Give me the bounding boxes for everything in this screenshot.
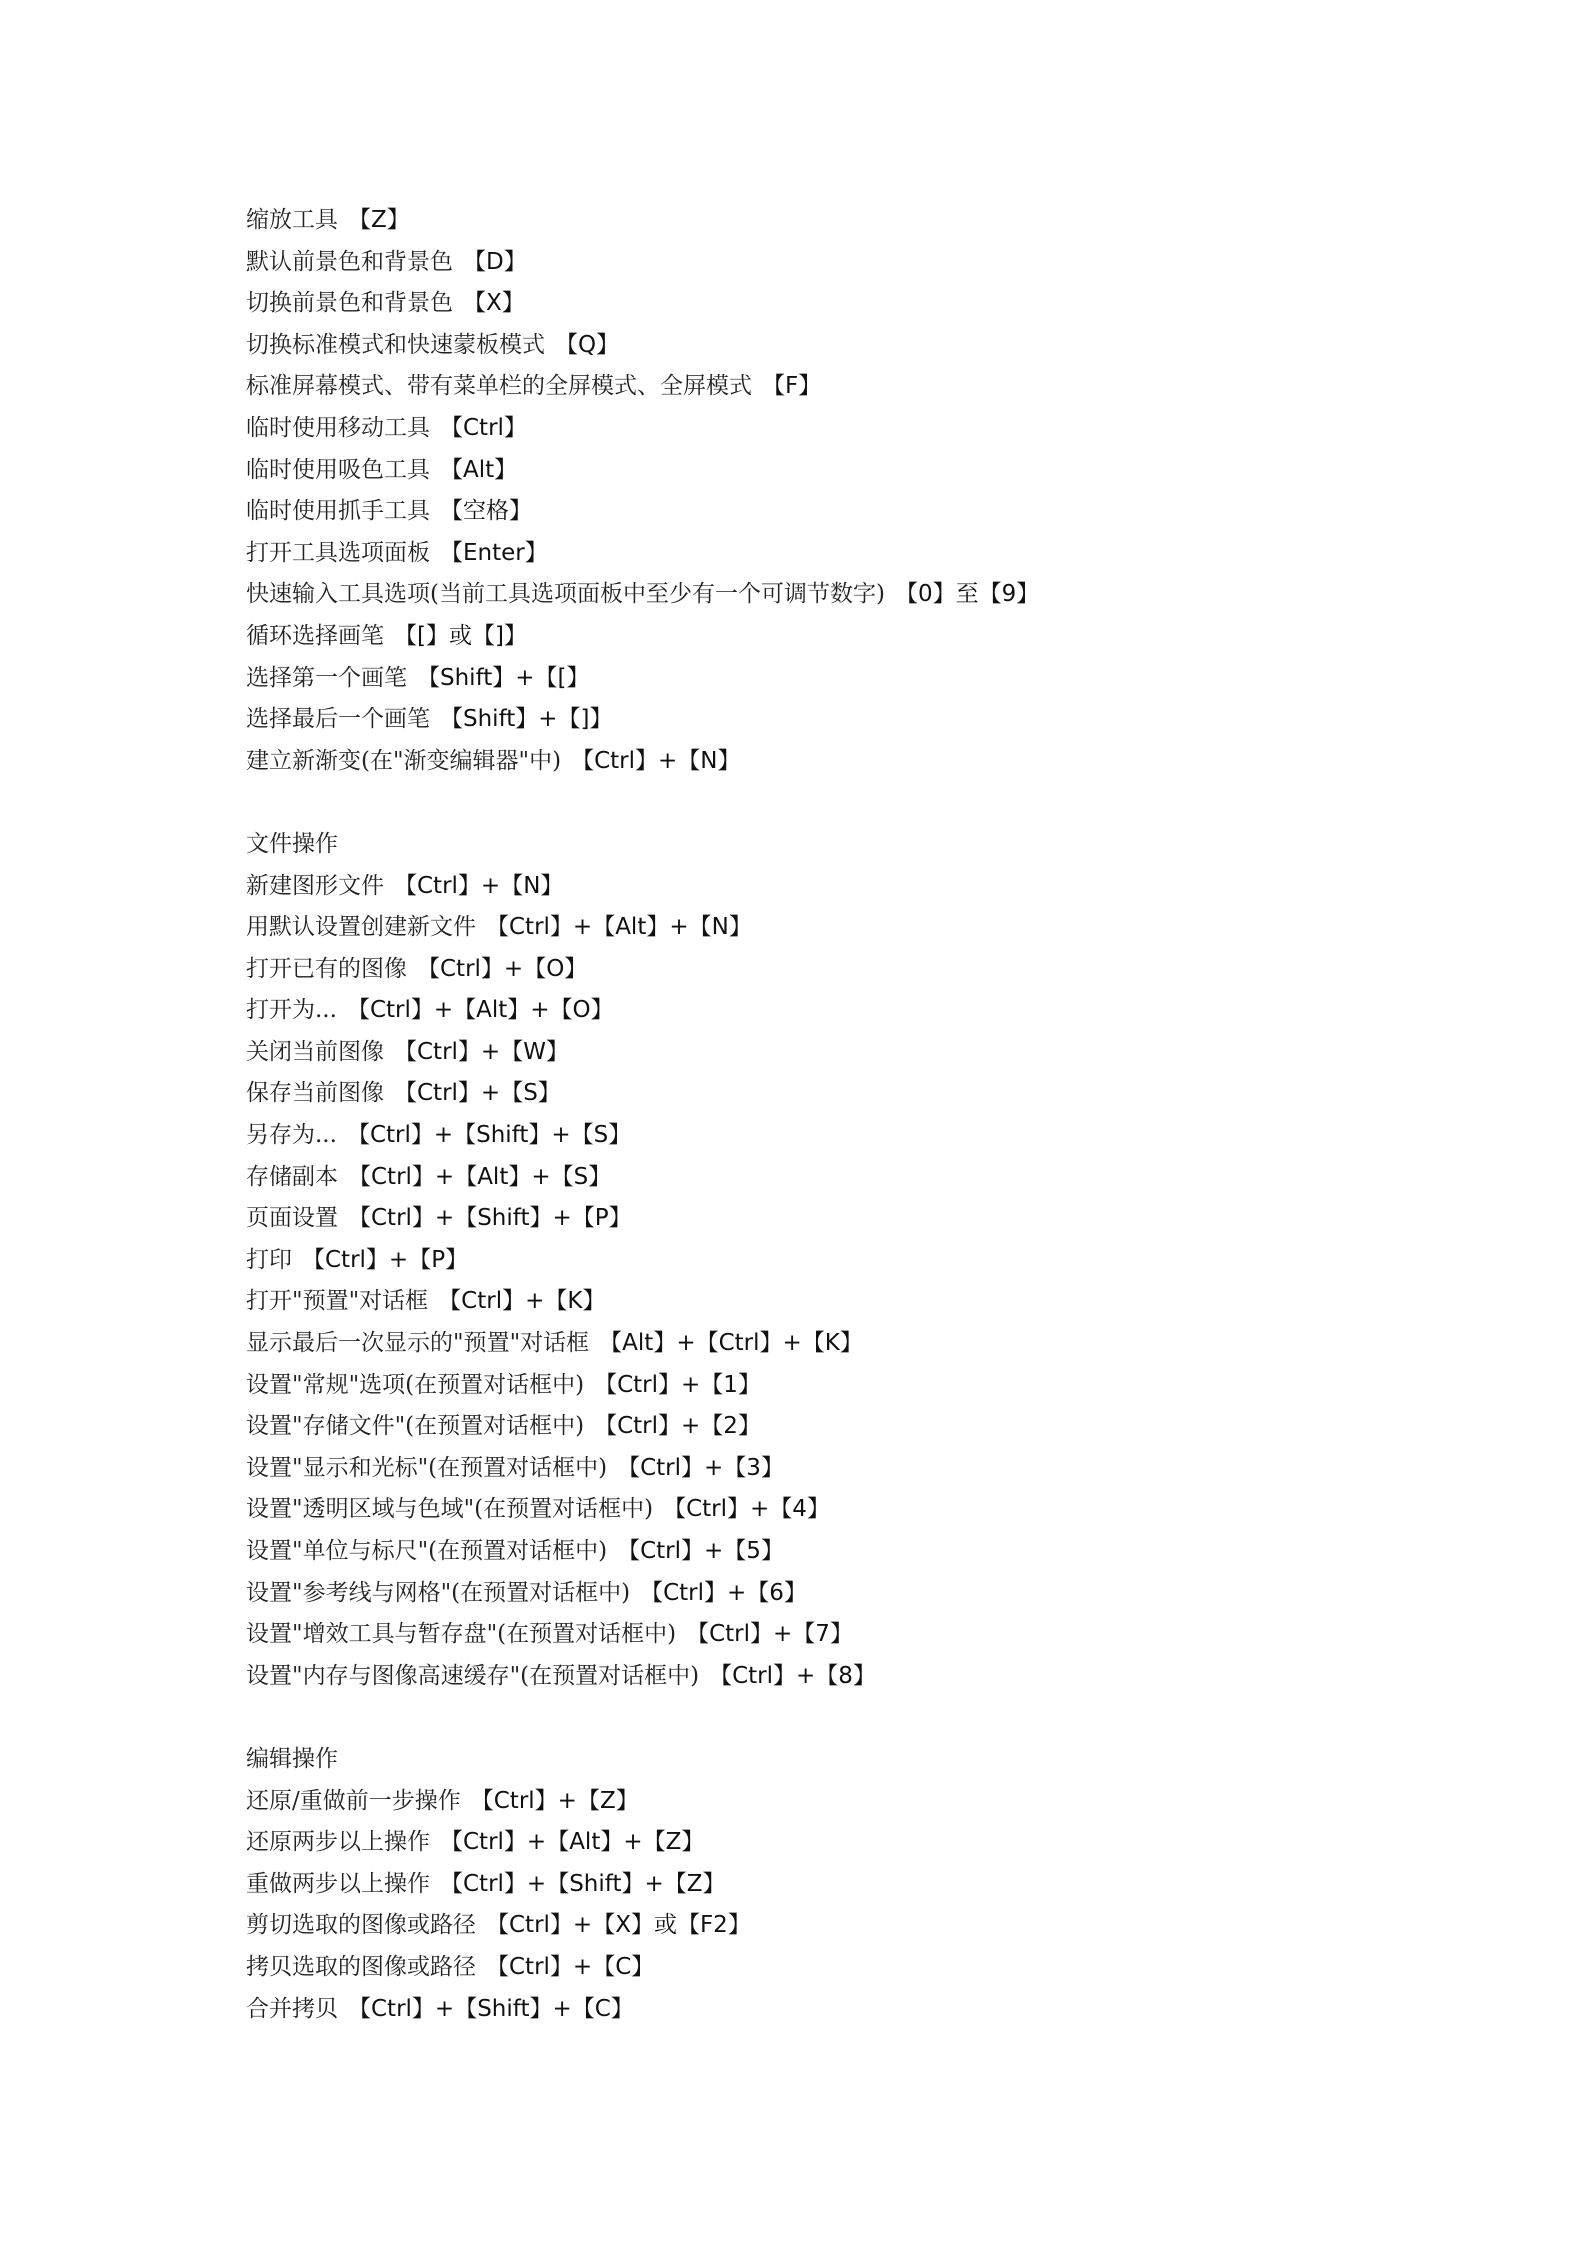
shortcut-keys: 【X】	[463, 290, 525, 317]
shortcut-description: 选择第一个画笔	[246, 664, 407, 691]
shortcut-row	[246, 1989, 1496, 2031]
shortcut-keys: 【Ctrl】+【N】	[571, 747, 741, 774]
shortcut-row	[246, 1614, 1496, 1656]
shortcut-row	[246, 1198, 1496, 1240]
shortcut-row	[246, 1157, 1496, 1199]
shortcut-row	[246, 283, 1496, 325]
shortcut-keys: 【F】	[762, 373, 822, 400]
shortcut-keys: 【Ctrl】+【6】	[640, 1579, 807, 1606]
shortcut-description: 存储副本	[246, 1163, 338, 1190]
shortcut-row	[246, 907, 1496, 949]
shortcut-description: 设置"增效工具与暂存盘"(在预置对话框中)	[246, 1621, 677, 1648]
shortcut-row	[246, 1864, 1496, 1906]
shortcut-description: 临时使用吸色工具	[246, 456, 430, 483]
shortcut-description: 重做两步以上操作	[246, 1870, 430, 1897]
shortcut-keys: 【Ctrl】+【N】	[394, 872, 564, 899]
shortcut-description: 页面设置	[246, 1205, 338, 1232]
shortcut-description: 用默认设置创建新文件	[246, 914, 476, 941]
shortcut-description: 循环选择画笔	[246, 622, 384, 649]
shortcut-row	[246, 699, 1496, 741]
shortcut-description: 打开工具选项面板	[246, 539, 430, 566]
shortcut-keys: 【Ctrl】+【5】	[617, 1538, 784, 1564]
shortcut-row	[246, 574, 1496, 616]
shortcut-row	[246, 1905, 1496, 1947]
shortcut-description: 打开"预置"对话框	[246, 1288, 429, 1315]
section-heading	[246, 824, 1496, 866]
shortcut-row	[246, 1240, 1496, 1282]
shortcut-description: 另存为...	[246, 1122, 337, 1149]
shortcut-row	[246, 1032, 1496, 1074]
shortcut-description: 新建图形文件	[246, 872, 384, 899]
shortcut-row	[246, 1947, 1496, 1989]
shortcut-description: 设置"显示和光标"(在预置对话框中)	[246, 1454, 608, 1481]
shortcut-keys: 【空格】	[440, 498, 532, 525]
shortcut-row	[246, 1448, 1496, 1490]
section-spacer	[246, 1697, 1496, 1739]
shortcut-row	[246, 1323, 1496, 1365]
shortcut-row	[246, 616, 1496, 658]
shortcut-keys: 【Alt】	[440, 456, 518, 483]
shortcut-row	[246, 949, 1496, 991]
shortcut-description: 设置"透明区域与色域"(在预置对话框中)	[246, 1496, 654, 1523]
shortcut-row	[246, 1281, 1496, 1323]
shortcut-description: 还原两步以上操作	[246, 1829, 430, 1856]
shortcut-description: 还原/重做前一步操作	[246, 1787, 461, 1814]
shortcut-row	[246, 1365, 1496, 1407]
section-heading-text: 文件操作	[246, 830, 338, 857]
section-heading-text: 编辑操作	[246, 1745, 338, 1772]
shortcut-keys: 【Z】	[348, 207, 410, 233]
shortcut-row	[246, 1489, 1496, 1531]
shortcut-description: 切换标准模式和快速蒙板模式	[246, 331, 545, 358]
shortcut-row	[246, 658, 1496, 700]
shortcut-description: 设置"常规"选项(在预置对话框中)	[246, 1371, 585, 1398]
shortcut-keys: 【Ctrl】+【O】	[417, 955, 588, 982]
shortcut-keys: 【Ctrl】+【2】	[594, 1413, 761, 1440]
shortcut-description: 关闭当前图像	[246, 1038, 384, 1065]
section-heading	[246, 1739, 1496, 1781]
shortcut-keys: 【[】或【]】	[394, 622, 527, 649]
shortcut-row	[246, 325, 1496, 367]
shortcut-row	[246, 1573, 1496, 1615]
shortcut-description: 显示最后一次显示的"预置"对话框	[246, 1330, 590, 1357]
shortcut-row	[246, 450, 1496, 492]
shortcut-description: 临时使用移动工具	[246, 414, 430, 441]
shortcut-keys: 【Ctrl】+【P】	[302, 1246, 469, 1273]
shortcut-keys: 【Ctrl】+【Shift】+【S】	[346, 1122, 632, 1149]
shortcut-row	[246, 1822, 1496, 1864]
section-spacer	[246, 782, 1496, 824]
shortcut-row	[246, 242, 1496, 284]
shortcut-keys: 【Ctrl】+【1】	[594, 1371, 761, 1398]
shortcut-keys: 【Ctrl】+【Shift】+【Z】	[440, 1870, 726, 1897]
shortcut-keys: 【Ctrl】+【Shift】+【P】	[348, 1205, 632, 1232]
shortcut-keys: 【Ctrl】+【4】	[663, 1496, 830, 1523]
shortcut-row	[246, 866, 1496, 908]
shortcut-keys: 【Alt】+【Ctrl】+【K】	[599, 1330, 863, 1357]
shortcut-description: 设置"内存与图像高速缓存"(在预置对话框中)	[246, 1662, 700, 1689]
shortcut-keys: 【Ctrl】+【W】	[394, 1038, 569, 1065]
shortcut-keys: 【Ctrl】+【Alt】+【N】	[486, 914, 752, 941]
shortcut-keys: 【Ctrl】+【Alt】+【Z】	[440, 1829, 705, 1856]
shortcut-keys: 【Shift】+【]】	[440, 706, 613, 733]
shortcut-row	[246, 491, 1496, 533]
shortcut-description: 打开已有的图像	[246, 955, 407, 982]
shortcut-keys: 【D】	[463, 248, 527, 275]
shortcut-description: 设置"参考线与网格"(在预置对话框中)	[246, 1579, 631, 1606]
shortcut-row	[246, 366, 1496, 408]
shortcut-keys: 【Ctrl】	[440, 414, 527, 441]
shortcut-keys: 【Ctrl】+【7】	[686, 1621, 853, 1648]
shortcut-description: 临时使用抓手工具	[246, 498, 430, 525]
shortcut-row	[246, 1781, 1496, 1823]
shortcut-keys: 【Ctrl】+【K】	[438, 1288, 606, 1315]
shortcut-keys: 【Ctrl】+【S】	[394, 1080, 561, 1107]
shortcut-description: 选择最后一个画笔	[246, 706, 430, 733]
shortcut-description: 切换前景色和背景色	[246, 290, 453, 317]
shortcut-keys: 【Enter】	[440, 539, 548, 566]
shortcut-keys: 【Ctrl】+【3】	[617, 1454, 784, 1481]
shortcut-description: 缩放工具	[246, 207, 338, 233]
shortcut-row	[246, 408, 1496, 450]
shortcut-description: 合并拷贝	[246, 1995, 338, 2022]
shortcut-keys: 【Ctrl】+【X】或【F2】	[486, 1912, 751, 1939]
shortcut-keys: 【Ctrl】+【8】	[709, 1662, 876, 1689]
shortcut-description: 设置"存储文件"(在预置对话框中)	[246, 1413, 585, 1440]
shortcut-description: 保存当前图像	[246, 1080, 384, 1107]
shortcut-row	[246, 990, 1496, 1032]
shortcut-row	[246, 1115, 1496, 1157]
shortcut-row	[246, 1656, 1496, 1698]
shortcut-row	[246, 1531, 1496, 1573]
shortcut-description: 打印	[246, 1246, 292, 1273]
shortcut-description: 设置"单位与标尺"(在预置对话框中)	[246, 1538, 608, 1564]
shortcut-description: 默认前景色和背景色	[246, 248, 453, 275]
shortcut-row	[246, 1073, 1496, 1115]
shortcut-keys: 【Ctrl】+【Shift】+【C】	[348, 1995, 634, 2022]
shortcut-row	[246, 741, 1496, 783]
shortcut-description: 打开为...	[246, 997, 337, 1024]
shortcut-keys: 【Ctrl】+【Alt】+【S】	[348, 1163, 612, 1190]
shortcut-row	[246, 200, 1496, 242]
shortcut-keys: 【0】至【9】	[894, 581, 1040, 608]
shortcut-keys: 【Ctrl】+【C】	[486, 1953, 655, 1980]
shortcut-keys: 【Ctrl】+【Z】	[470, 1787, 639, 1814]
shortcut-description: 标准屏幕模式、带有菜单栏的全屏模式、全屏模式	[246, 373, 752, 400]
shortcut-description: 快速输入工具选项(当前工具选项面板中至少有一个可调节数字)	[246, 581, 885, 608]
shortcut-keys: 【Ctrl】+【Alt】+【O】	[346, 997, 614, 1024]
shortcut-keys: 【Shift】+【[】	[417, 664, 590, 691]
shortcut-row	[246, 1406, 1496, 1448]
shortcut-row	[246, 533, 1496, 575]
shortcut-list	[246, 200, 1496, 2030]
shortcut-description: 拷贝选取的图像或路径	[246, 1953, 476, 1980]
shortcut-keys: 【Q】	[555, 331, 620, 358]
shortcut-description: 剪切选取的图像或路径	[246, 1912, 476, 1939]
shortcut-description: 建立新渐变(在"渐变编辑器"中)	[246, 747, 562, 774]
